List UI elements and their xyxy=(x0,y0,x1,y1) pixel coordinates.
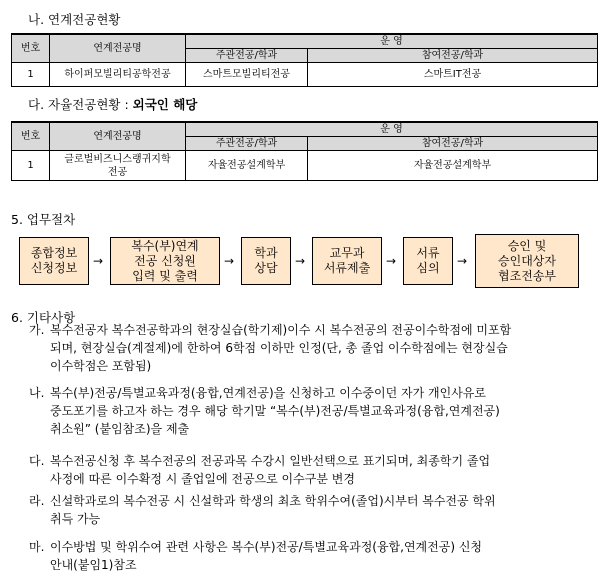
step-line: 전공 신청원 xyxy=(134,253,196,268)
cell-name-line2: 전공 xyxy=(107,166,128,178)
cell-no: 1 xyxy=(12,151,50,181)
note-item-ga xyxy=(29,321,608,375)
process-step-2 xyxy=(110,237,220,285)
note-label: 가. xyxy=(29,323,45,337)
step-line: 교무과 xyxy=(329,246,365,260)
cell-name xyxy=(50,151,186,181)
col-header-participant: 참여전공/학과 xyxy=(308,49,598,63)
col-header-host: 주관전공/학과 xyxy=(186,137,308,151)
step-line: 승인대상자 xyxy=(498,253,556,268)
cell-name: 하이퍼모빌리티공학전공 xyxy=(50,63,186,87)
step-line: 입력 및 출력 xyxy=(132,268,198,283)
step-line: 서류제출 xyxy=(323,261,371,275)
section-da-title-text: 다. 자율전공현황 : xyxy=(28,97,129,112)
cell-no: 1 xyxy=(12,63,50,87)
section-da-title-bold: 외국인 해당 xyxy=(132,97,198,112)
self-design-major-table xyxy=(11,121,598,181)
step-line: 종합정보 xyxy=(30,246,78,260)
note-line: 복수(부)전공/특별교육과정(융합,연계전공)을 신청하고 이수중이던 자가 개인사유로 xyxy=(50,386,486,400)
col-header-name: 연계전공명 xyxy=(50,34,186,63)
arrow-icon: → xyxy=(224,254,235,268)
note-line: 안내(붙임1)참조 xyxy=(50,558,137,572)
col-header-no: 번호 xyxy=(12,122,50,151)
note-label: 나. xyxy=(29,386,45,400)
cell-participant: 자율전공설계학부 xyxy=(308,151,598,181)
cell-host: 자율전공설계학부 xyxy=(186,151,308,181)
note-line: 신설학과로의 복수전공 시 신설학과 학생의 최초 학위수여(졸업)시부터 복수전공 학위 xyxy=(50,494,496,508)
note-line: 이수방법 및 학위수여 관련 사항은 복수(부)전공/특별교육과정(융합,연계전공) 신청 xyxy=(50,540,483,554)
note-line: 이수학점은 포함됨) xyxy=(50,359,152,373)
section-na-title: 나. 연계전공현황 xyxy=(28,12,121,27)
notes-title: 6. 기타사항 xyxy=(11,310,76,325)
col-header-operation: 운 영 xyxy=(186,34,598,49)
step-line: 신청정보 xyxy=(30,261,78,275)
step-line: 심의 xyxy=(416,261,440,275)
table-row xyxy=(12,63,598,87)
step-line: 승인 및 xyxy=(507,238,547,253)
note-label: 다. xyxy=(29,454,45,468)
process-step-6 xyxy=(475,234,579,288)
note-line: 복수전공신청 후 복수전공의 전공과목 수강시 일반선택으로 표기되며, 최종학기 졸업 xyxy=(50,454,491,468)
step-line: 학과 xyxy=(254,246,278,260)
note-label: 라. xyxy=(29,494,45,508)
note-line: 중도포기를 하고자 하는 경우 해당 학기말 “복수(부)전공/특별교육과정(융합,연계전공) xyxy=(50,404,500,418)
col-header-name: 연계전공명 xyxy=(50,122,186,151)
table-row xyxy=(12,151,598,181)
col-header-no: 번호 xyxy=(12,34,50,63)
col-header-participant: 참여전공/학과 xyxy=(308,137,598,151)
process-step-1 xyxy=(19,237,89,285)
note-line: 사정에 따른 이수확정 시 졸업일에 전공으로 이수구분 변경 xyxy=(50,472,355,486)
arrow-icon: → xyxy=(295,254,306,268)
note-item-da xyxy=(29,452,608,488)
process-step-5 xyxy=(403,237,453,285)
cell-host: 스마트모빌리티전공 xyxy=(186,63,308,87)
step-line: 협조전송부 xyxy=(498,268,556,283)
process-step-4 xyxy=(312,237,382,285)
arrow-icon: → xyxy=(457,254,468,268)
col-header-operation: 운 영 xyxy=(186,122,598,137)
arrow-icon: → xyxy=(93,254,104,268)
note-line: 취득 가능 xyxy=(50,512,101,526)
note-line: 취소원” (붙임참조)을 제출 xyxy=(50,422,190,436)
linked-major-table xyxy=(11,33,598,87)
step-line: 복수(부)연계 xyxy=(131,238,199,253)
note-line: 되며, 현장실습(계절제)에 한하여 6학점 이하만 인정(단, 총 졸업 이수학점에는 현장실습 xyxy=(50,341,508,355)
process-step-3 xyxy=(241,237,291,285)
cell-name-line1: 글로벌비즈니스랭귀지학 xyxy=(64,153,171,165)
note-item-ma xyxy=(29,538,608,574)
note-label: 마. xyxy=(29,540,45,554)
step-line: 상담 xyxy=(254,261,278,275)
note-item-ra xyxy=(29,492,608,528)
cell-participant: 스마트IT전공 xyxy=(308,63,598,87)
section-da-title xyxy=(28,95,197,113)
note-line: 복수전공자 복수전공학과의 현장실습(학기제)이수 시 복수전공의 전공이수학점에 미포함 xyxy=(50,323,512,337)
process-title: 5. 업무절차 xyxy=(11,212,76,227)
note-item-na xyxy=(29,384,608,438)
col-header-host: 주관전공/학과 xyxy=(186,49,308,63)
arrow-icon: → xyxy=(386,254,397,268)
step-line: 서류 xyxy=(416,246,440,260)
